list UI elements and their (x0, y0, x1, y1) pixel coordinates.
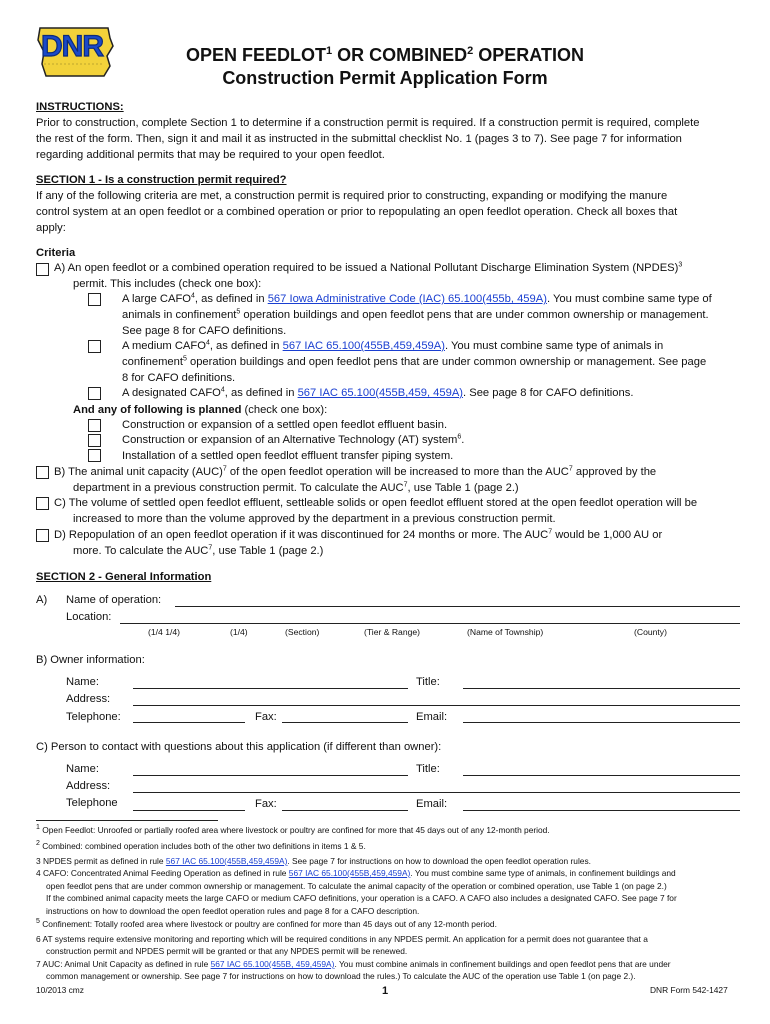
footnote: If the combined animal capacity meets the large CAFO or medium CAFO definitions, your operation is a CAFO. A CAFO also includes a designated CAFO. See page 7 for (46, 893, 677, 903)
location-col-label: (Tier & Range) (364, 627, 421, 637)
medium-cafo-checkbox[interactable] (88, 340, 101, 353)
contact-name-field[interactable] (133, 775, 408, 776)
owner-name-label: Name: (66, 676, 99, 688)
criteria-c-text: C) The volume of settled open feedlot effluent, settleable solids or open feedlot effluent stored at the open feedlot operation will be (54, 497, 698, 509)
criteria-d-checkbox[interactable] (36, 529, 49, 542)
contact-telephone-label: Telephone (66, 797, 118, 809)
owner-email-field[interactable] (463, 722, 740, 723)
location-col-label: (Section) (285, 627, 320, 637)
basin-text: Construction or expansion of a settled open feedlot effluent basin. (122, 419, 448, 431)
criteria-c-text: increased to more than the volume approved by the department in a previous construction permit. (73, 513, 556, 525)
medium-cafo-text: confinement$^5$ operation buildings and open feedlot pens that are under common ownership or management. See page (122, 355, 707, 368)
location-col-label: (1/4) (230, 627, 248, 637)
owner-fax-field[interactable] (282, 722, 408, 723)
dnr-logo-text: DNR (41, 30, 103, 63)
designated-cafo-checkbox[interactable] (88, 387, 101, 400)
owner-title-field[interactable] (463, 688, 740, 689)
footnote: 6 AT systems require extensive monitoring and reporting which will be required conditions in any NPDES permit. An application for a permit does not guarantee that a (36, 934, 648, 944)
instructions-text: Prior to construction, complete Section 1 to determine if a construction permit is required. If a construction permit is required, complete (36, 117, 700, 129)
owner-telephone-label: Telephone: (66, 711, 121, 723)
contact-title-label: Title: (416, 763, 440, 775)
footer-date: 10/2013 cmz (36, 985, 84, 995)
rule-link[interactable]: 567 IAC 65.100(455B, 459,459A) (210, 959, 335, 969)
footnote-divider (36, 820, 218, 821)
large-cafo-text: A large CAFO$^4$, as defined in 567 Iowa Administrative Code (IAC) 65.100(455b, 459A). You must combine same type of (122, 292, 712, 305)
contact-address-label: Address: (66, 780, 111, 792)
piping-checkbox[interactable] (88, 449, 101, 462)
iac-link[interactable]: 567 IAC 65.100(455B,459, 459A) (297, 387, 464, 399)
criteria-b-text: B) The animal unit capacity (AUC)$^7$ of the open feedlot operation will be increased to more than the AUC$^7$ approved by the (54, 465, 657, 478)
medium-cafo-text: A medium CAFO$^4$, as defined in 567 IAC 65.100(455B,459,459A). You must combine same type of animals in (122, 339, 664, 352)
section1-text: apply: (36, 222, 66, 234)
footnote: $^2$ Combined: combined operation includes both of the other two definitions in items 1 & 5. (36, 840, 366, 851)
large-cafo-text: See page 8 for CAFO definitions. (122, 325, 287, 337)
owner-name-field[interactable] (133, 688, 408, 689)
location-col-label: (1/4 1/4) (148, 627, 181, 637)
owner-email-label: Email: (416, 711, 448, 723)
at-system-checkbox[interactable] (88, 434, 101, 447)
owner-address-field[interactable] (133, 705, 740, 706)
location-label: Location: (66, 611, 112, 623)
planned-heading: And any of following is planned (check one box): (73, 404, 328, 416)
contact-email-field[interactable] (463, 810, 740, 811)
form-number: DNR Form 542-1427 (650, 985, 728, 995)
page-subtitle: Construction Permit Application Form (222, 68, 548, 88)
location-col-label: (County) (634, 627, 667, 637)
contact-name-label: Name: (66, 763, 99, 775)
section1-text: control system at an open feedlot or a combined operation or prior to repopulating an open feedlot operation. Check all boxes that (36, 206, 678, 218)
large-cafo-checkbox[interactable] (88, 293, 101, 306)
criteria-heading: Criteria (36, 247, 76, 259)
footnote: common management or ownership. See page 7 for instructions on how to download the rules.) To calculate the AUC of the operation use Table 1 (on page 2.). (46, 971, 636, 981)
section2-a-label: A) (36, 594, 48, 606)
rule-link[interactable]: 567 IAC 65.100(455B,459,459A) (165, 856, 288, 866)
footnote: $^1$ Open Feedlot: Unroofed or partially roofed area where livestock or poultry are confined for more that 45 days out of any 12-month period. (36, 824, 550, 835)
footnote: 3 NPDES permit as defined in rule 567 IAC 65.100(455B,459,459A). See page 7 for instructions on how to download the open feedlot operation rules. (36, 856, 591, 866)
location-col-label: (Name of Township) (467, 627, 544, 637)
criteria-d-text: more. To calculate the AUC$^7$, use Table 1 (page 2.) (73, 544, 324, 557)
contact-email-label: Email: (416, 798, 448, 810)
operation-name-field[interactable] (175, 606, 740, 607)
footnote: $^5$ Confinement: Totally roofed area where livestock or poultry are confined for more than 45 days out of any 12-month period. (36, 918, 497, 929)
iac-link[interactable]: 567 IAC 65.100(455B,459,459A) (282, 340, 445, 352)
contact-address-field[interactable] (133, 792, 740, 793)
contact-fax-label: Fax: (255, 798, 277, 810)
criteria-a-checkbox[interactable] (36, 263, 49, 276)
criteria-c-checkbox[interactable] (36, 497, 49, 510)
designated-cafo-text: A designated CAFO$^4$, as defined in 567 IAC 65.100(455B,459, 459A). See page 8 for CAFO definitions. (122, 386, 634, 399)
at-system-text: Construction or expansion of an Alternative Technology (AT) system$^6$. (122, 433, 465, 446)
large-cafo-text: animals in confinement$^5$ operation buildings and open feedlot pens that are under common ownership or management. (122, 308, 709, 321)
page-number: 1 (382, 985, 389, 997)
iac-link[interactable]: 567 Iowa Administrative Code (IAC) 65.100(455b, 459A) (267, 293, 547, 305)
criteria-a-text: A) An open feedlot or a combined operation required to be issued a National Pollutant Discharge Elimination System (NPDES)$^3$ (54, 261, 683, 274)
page-title: OPEN FEEDLOT$^1$ OR COMBINED$^2$ OPERATION (186, 45, 584, 65)
piping-text: Installation of a settled open feedlot effluent transfer piping system. (122, 450, 454, 462)
owner-heading: B) Owner information: (36, 654, 145, 666)
instructions-heading: INSTRUCTIONS: (36, 101, 124, 113)
footnote: instructions on how to download the open feedlot operation rules and page 8 for a CAFO description. (46, 906, 420, 916)
section2-heading: SECTION 2 - General Information (36, 571, 212, 583)
owner-telephone-field[interactable] (133, 722, 245, 723)
section1-text: If any of the following criteria are met, a construction permit is required prior to constructing, expanding or modifying the manure (36, 190, 668, 202)
instructions-text: the rest of the form. Then, sign it and mail it as instructed in the submittal checklist No. 1 (pages 3 to 7). See page 7 for information (36, 133, 682, 145)
criteria-d-text: D) Repopulation of an open feedlot operation if it was discontinued for 24 months or more. The AUC$^7$ would be 1,000 AU or (54, 528, 663, 541)
criteria-a-text: permit. This includes (check one box): (73, 278, 262, 290)
rule-link[interactable]: 567 IAC 65.100(455B,459,459A) (288, 868, 411, 878)
owner-fax-label: Fax: (255, 711, 277, 723)
contact-telephone-field[interactable] (133, 810, 245, 811)
basin-checkbox[interactable] (88, 419, 101, 432)
contact-heading: C) Person to contact with questions about this application (if different than owner): (36, 741, 442, 753)
location-field[interactable] (120, 623, 740, 624)
medium-cafo-text: 8 for CAFO definitions. (122, 372, 236, 384)
footnote: 4 CAFO: Concentrated Animal Feeding Operation as defined in rule 567 IAC 65.100(455B,459,459A). You must combine same type of animals, in confinement buildings and (36, 868, 676, 878)
operation-name-label: Name of operation: (66, 594, 162, 606)
footnote: open feedlot pens that are under common ownership or management. To calculate the animal capacity of the operation or combined operation, use Table 1 (on page 2.) (46, 881, 667, 891)
owner-address-label: Address: (66, 693, 111, 705)
footnote: 7 AUC: Animal Unit Capacity as defined in rule 567 IAC 65.100(455B, 459,459A). You must combine animals in confinement buildings and open feedlot pens that are under (36, 959, 671, 969)
criteria-b-checkbox[interactable] (36, 466, 49, 479)
contact-title-field[interactable] (463, 775, 740, 776)
footnote: construction permit and NPDES permit will be granted or that any NPDES permit will be renewed. (46, 946, 408, 956)
instructions-text: regarding additional permits that may be required to your open feedlot. (36, 149, 385, 161)
owner-title-label: Title: (416, 676, 440, 688)
section1-heading: SECTION 1 - Is a construction permit required? (36, 174, 287, 186)
contact-fax-field[interactable] (282, 810, 408, 811)
criteria-b-text: department in a previous construction permit. To calculate the AUC$^7$, use Table 1 (page 2.) (73, 481, 519, 494)
